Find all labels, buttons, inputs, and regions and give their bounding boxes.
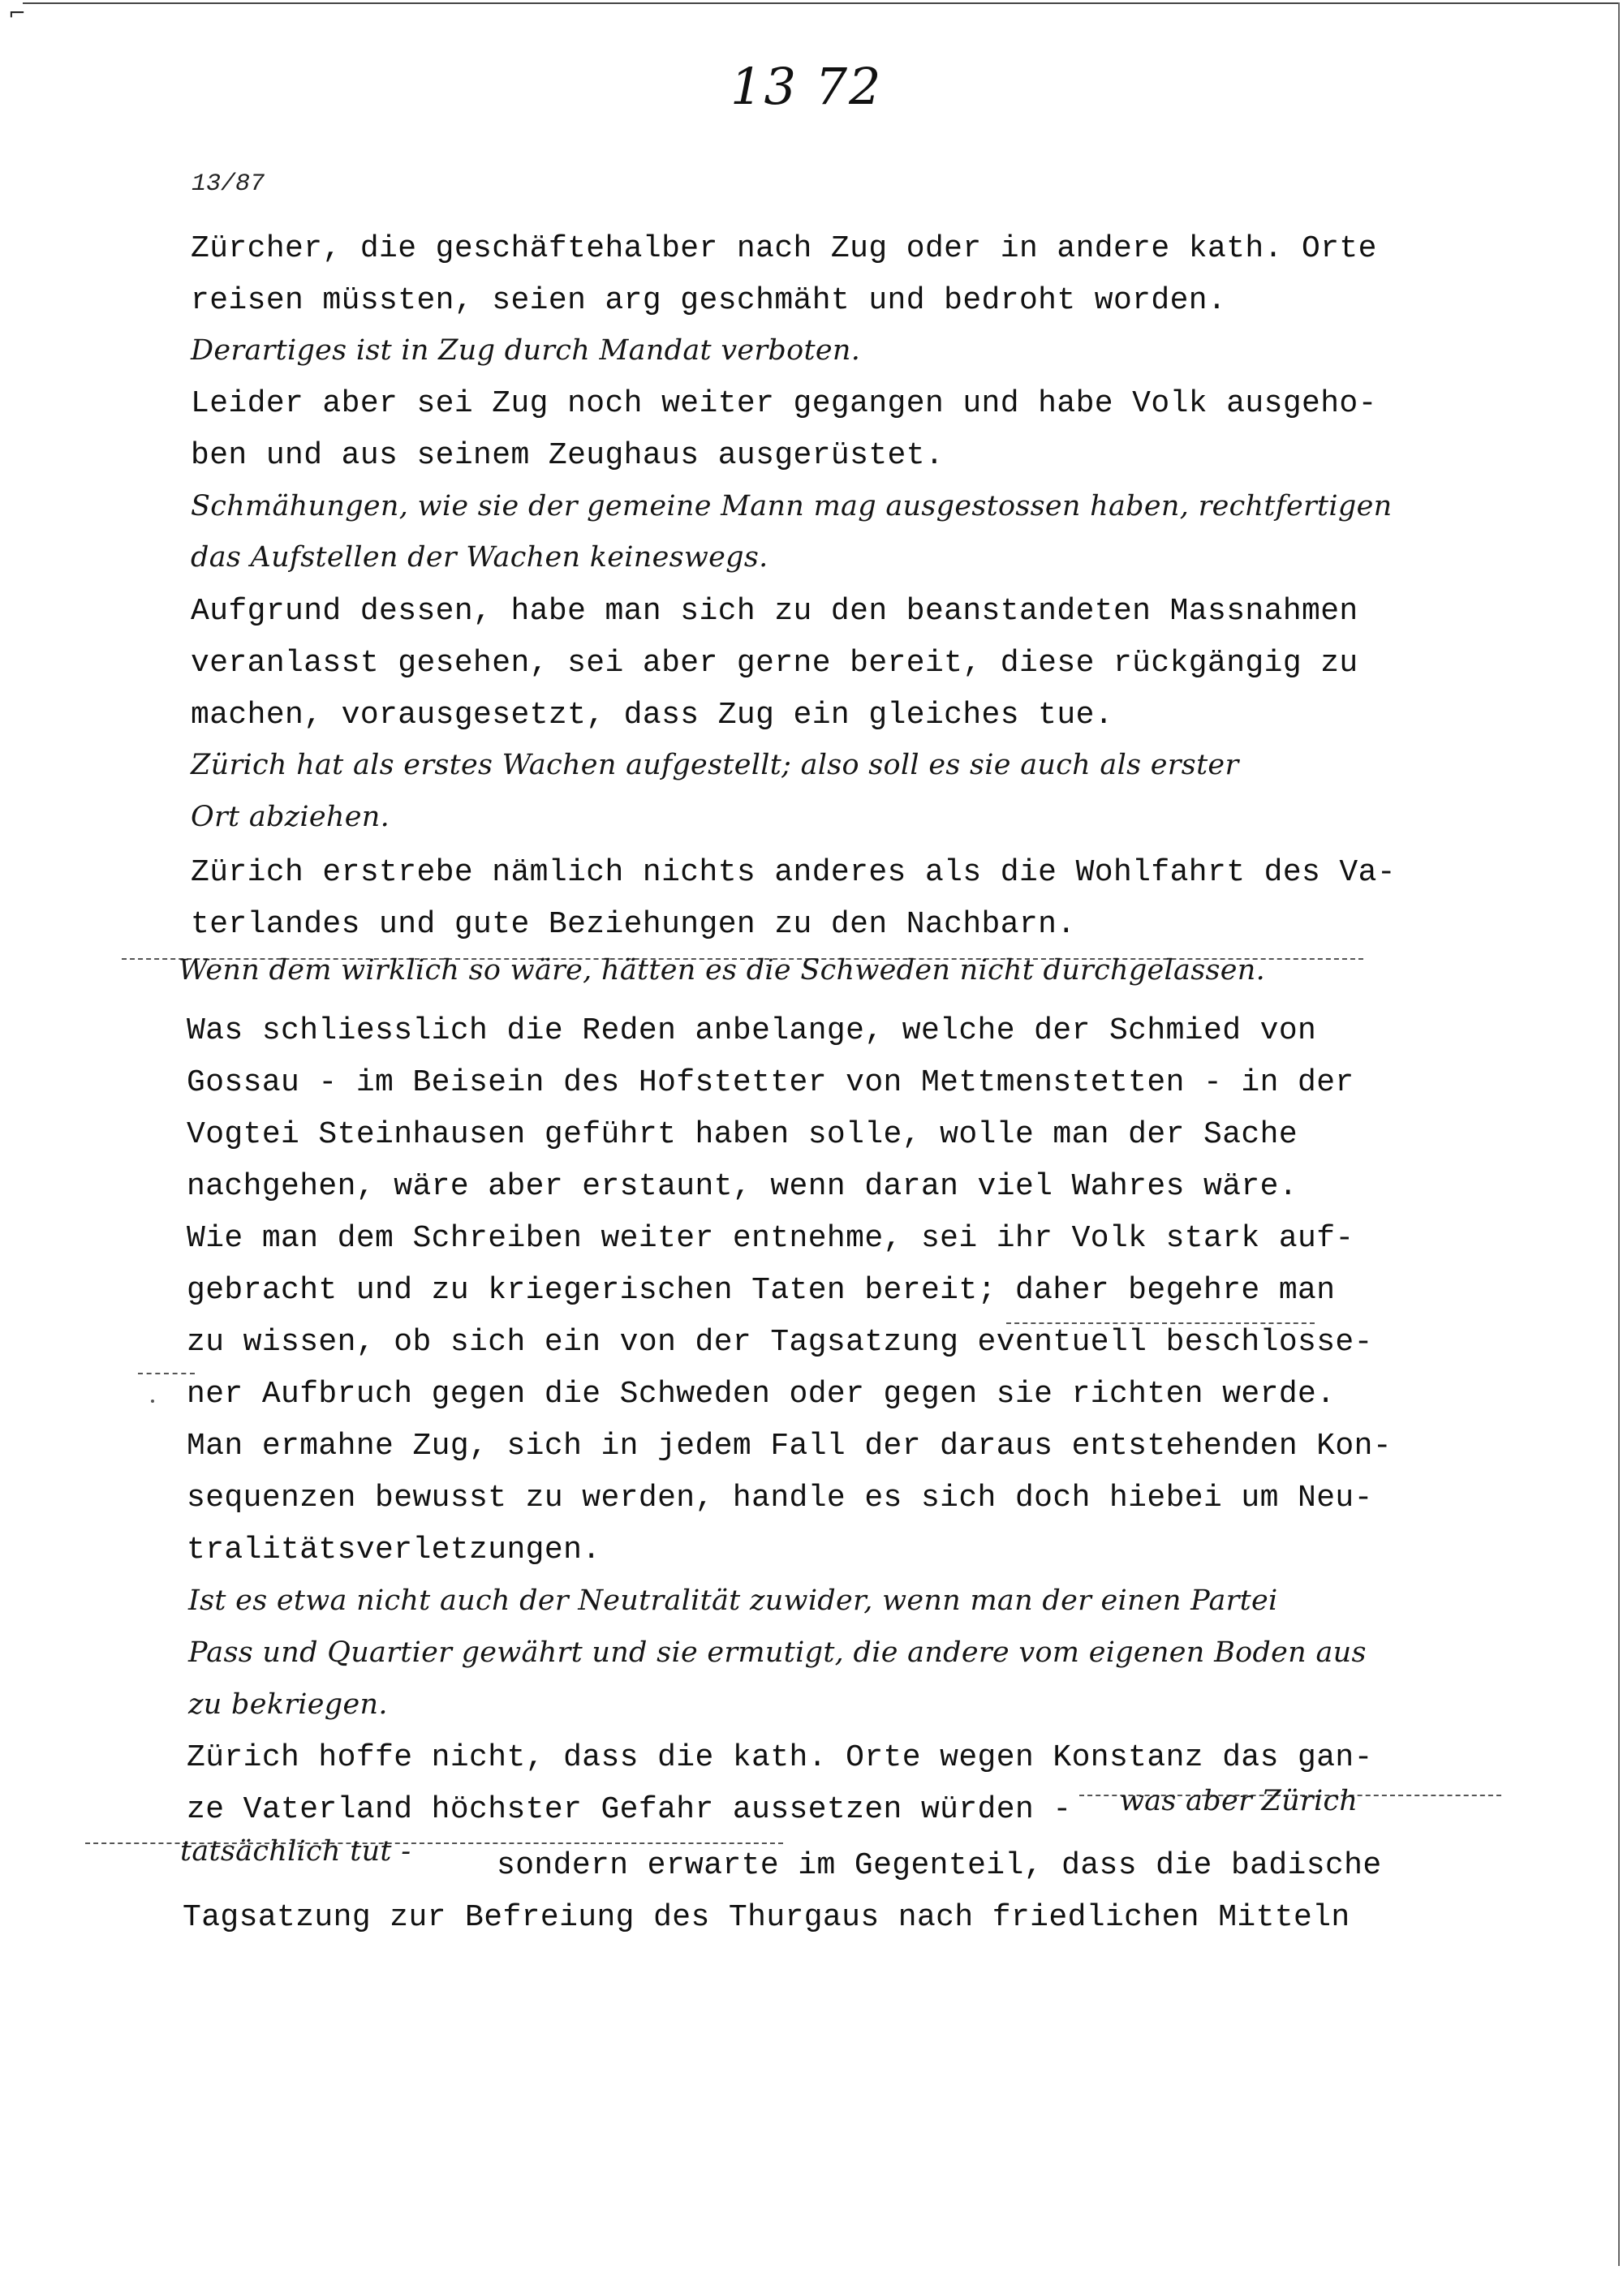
annotation-mark (138, 1373, 195, 1374)
corner-mark: ⌐ (8, 2, 26, 26)
typed-line: sequenzen bewusst zu werden, handle es sich doch hiebei um Neu- (187, 1481, 1373, 1516)
handwritten-annotation: Zürich hat als erstes Wachen aufgestellt; also soll es sie auch als erster (191, 749, 1239, 781)
typed-line: reisen müssten, seien arg geschmäht und bedroht worden. (191, 283, 1227, 318)
typed-line: tralitätsverletzungen. (187, 1533, 601, 1567)
handwritten-annotation: Pass und Quartier gewährt und sie ermutigt, die andere vom eigenen Boden aus (188, 1636, 1367, 1669)
typed-line: Leider aber sei Zug noch weiter gegangen und habe Volk ausgeho- (191, 386, 1377, 421)
typed-line: gebracht und zu kriegerischen Taten bereit; daher begehre man (187, 1273, 1336, 1308)
typed-line: Zürich erstrebe nämlich nichts anderes als die Wohlfahrt des Va- (191, 855, 1397, 890)
typed-line: veranlasst gesehen, sei aber gerne bereit, diese rückgängig zu (191, 646, 1358, 681)
typed-line: Zürich hoffe nicht, dass die kath. Orte wegen Konstanz das gan- (187, 1740, 1373, 1775)
folio-number: 13 72 (730, 57, 883, 116)
handwritten-annotation: Derartiges ist in Zug durch Mandat verboten. (191, 334, 861, 367)
typed-line: Gossau - im Beisein des Hofstetter von Mettmenstetten - in der (187, 1065, 1354, 1100)
typed-line: terlandes und gute Beziehungen zu den Nachbarn. (191, 907, 1076, 942)
typed-line: Aufgrund dessen, habe man sich zu den beanstandeten Massnahmen (191, 594, 1358, 629)
typed-line: Was schliesslich die Reden anbelange, welche der Schmied von (187, 1013, 1317, 1048)
handwritten-annotation: Ist es etwa nicht auch der Neutralität zuwider, wenn man der einen Partei (188, 1584, 1278, 1617)
handwritten-annotation: Wenn dem wirklich so wäre, hätten es die Schweden nicht durchgelassen. (179, 954, 1266, 987)
scan-frame-right (1618, 2, 1620, 2266)
reference-number: 13/87 (192, 170, 265, 198)
typed-line: ze Vaterland höchster Gefahr aussetzen würden - (187, 1792, 1072, 1827)
typed-line: ben und aus seinem Zeughaus ausgerüstet. (191, 438, 945, 473)
typed-line: Tagsatzung zur Befreiung des Thurgaus nach friedlichen Mitteln (183, 1900, 1350, 1935)
handwritten-annotation: tatsächlich tut - (180, 1835, 411, 1868)
typed-line: zu wissen, ob sich ein von der Tagsatzung eventuell beschlosse- (187, 1325, 1373, 1360)
annotation-mark (151, 1400, 154, 1403)
typed-line: machen, vorausgesetzt, dass Zug ein gleiches tue. (191, 698, 1113, 733)
handwritten-annotation: das Aufstellen der Wachen keineswegs. (191, 541, 768, 574)
handwritten-annotation: Schmähungen, wie sie der gemeine Mann mag ausgestossen haben, rechtfertigen (191, 490, 1393, 522)
typed-line: Man ermahne Zug, sich in jedem Fall der daraus entstehenden Kon- (187, 1429, 1393, 1464)
handwritten-annotation: zu bekriegen. (188, 1688, 388, 1721)
typed-line: Wie man dem Schreiben weiter entnehme, sei ihr Volk stark auf- (187, 1221, 1354, 1256)
typed-line: Zürcher, die geschäftehalber nach Zug oder in andere kath. Orte (191, 231, 1377, 266)
typed-line: nachgehen, wäre aber erstaunt, wenn daran viel Wahres wäre. (187, 1169, 1298, 1204)
typed-line: Vogtei Steinhausen geführt haben solle, wolle man der Sache (187, 1117, 1298, 1152)
annotation-mark (1006, 1322, 1315, 1324)
scan-frame-top (23, 2, 1618, 4)
typed-line: sondern erwarte im Gegenteil, dass die badische (497, 1848, 1382, 1883)
handwritten-annotation: was aber Zürich (1120, 1785, 1358, 1817)
handwritten-annotation: Ort abziehen. (191, 801, 390, 833)
typed-line: ner Aufbruch gegen die Schweden oder gegen sie richten werde. (187, 1377, 1336, 1412)
